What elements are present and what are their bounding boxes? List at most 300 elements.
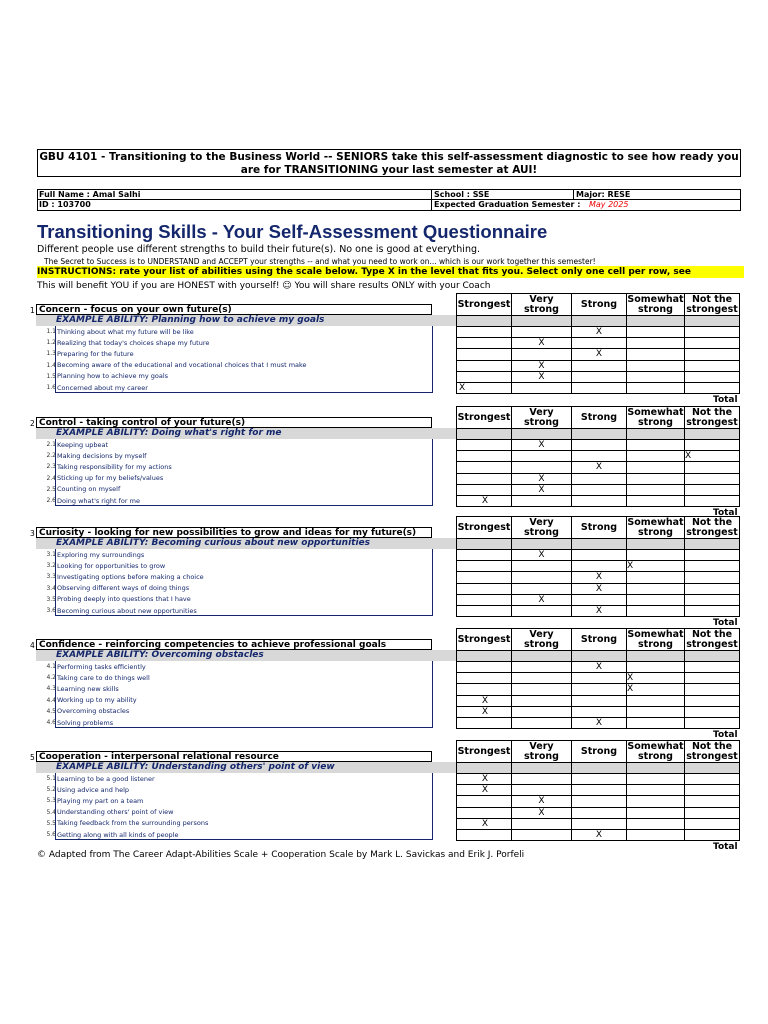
rating-cell[interactable] (512, 774, 572, 785)
rating-cell[interactable]: X (572, 829, 627, 840)
rating-cell[interactable] (685, 572, 740, 583)
rating-cell[interactable]: X (457, 774, 512, 785)
item-label: Taking responsibility for my actions (57, 462, 172, 471)
rating-cell[interactable]: X (512, 550, 572, 561)
item-label: Observing different ways of doing things (57, 584, 190, 593)
scale-header: Very strong (512, 294, 572, 316)
item-label: Working up to my ability (57, 696, 137, 705)
full-name: Full Name : Amal Salhi (39, 190, 141, 199)
rating-row (457, 785, 740, 796)
rating-cell[interactable] (685, 673, 740, 684)
rating-cell[interactable] (512, 462, 572, 473)
course-header (37, 149, 741, 177)
rating-cell[interactable]: X (572, 349, 627, 360)
rating-cell[interactable]: X (572, 605, 627, 616)
rating-cell[interactable] (457, 561, 512, 572)
scale-header: Somewhat strong (627, 516, 684, 538)
rating-cell[interactable] (627, 695, 685, 706)
rating-row (457, 440, 740, 451)
section-title: Control - taking control of your future(s) (36, 417, 432, 428)
rating-cell[interactable] (685, 440, 740, 451)
rating-cell[interactable] (627, 785, 685, 796)
rating-cell[interactable]: X (512, 371, 572, 382)
rating-cell[interactable] (457, 829, 512, 840)
info-row-2 (37, 200, 741, 211)
total-label: Total (713, 842, 738, 853)
rating-cell[interactable] (685, 550, 740, 561)
rating-cell[interactable] (627, 462, 685, 473)
section-title: Curiosity - looking for new possibilities to grow and ideas for my future(s) (36, 527, 432, 538)
rating-cell[interactable] (685, 371, 740, 382)
rating-cell[interactable] (512, 495, 572, 506)
total-label: Total (713, 395, 738, 406)
rating-cell[interactable]: X (512, 440, 572, 451)
section-title: Confidence - reinforcing competencies to achieve professional goals (36, 639, 432, 650)
item-label: Making decisions by myself (57, 451, 147, 460)
item-label: Investigating options before making a choice (57, 572, 204, 581)
rating-cell[interactable] (685, 695, 740, 706)
section-title: Cooperation - interpersonal relational resource (36, 751, 432, 762)
rating-cell[interactable] (627, 818, 685, 829)
rating-cell[interactable] (685, 706, 740, 717)
rating-cell[interactable] (572, 774, 627, 785)
rating-cell[interactable] (627, 349, 685, 360)
item-number: 5.1 (46, 775, 56, 782)
rating-cell[interactable]: X (512, 807, 572, 818)
rating-cell[interactable] (457, 796, 512, 807)
rating-cell[interactable] (685, 796, 740, 807)
item-number: 3.6 (46, 607, 56, 614)
example-ability: EXAMPLE ABILITY: Understanding others' point of view (36, 762, 456, 773)
item-number: 4.3 (46, 685, 56, 693)
rating-cell[interactable] (572, 338, 627, 349)
rating-cell[interactable] (627, 371, 685, 382)
rating-row (457, 349, 740, 360)
rating-cell[interactable] (572, 807, 627, 818)
rating-row (457, 338, 740, 349)
scale-header: Not the strongest (686, 740, 738, 762)
rating-cell[interactable]: X (457, 695, 512, 706)
school: School : SSE (434, 190, 490, 199)
scale-header: Very strong (512, 407, 572, 429)
scale-header: Strongest (457, 741, 512, 763)
rating-cell[interactable] (627, 382, 685, 393)
rating-cell[interactable] (572, 360, 627, 371)
honesty-note: This will benefit YOU if you are HONEST with yourself! ☺ You will share results ONLY with your Coach (37, 281, 491, 291)
item-label: Solving problems (57, 718, 114, 727)
rating-cell[interactable] (685, 818, 740, 829)
rating-cell[interactable] (685, 338, 740, 349)
rating-cell[interactable] (512, 349, 572, 360)
rating-cell[interactable] (627, 440, 685, 451)
rating-cell[interactable]: X (512, 484, 572, 495)
graduation-label: Expected Graduation Semester : (434, 200, 581, 209)
rating-cell[interactable] (457, 572, 512, 583)
item-label: Taking feedback from the surrounding persons (57, 819, 209, 828)
example-ability: EXAMPLE ABILITY: Doing what's right for me (36, 428, 456, 439)
rating-cell[interactable] (512, 382, 572, 393)
rating-cell[interactable] (572, 684, 627, 695)
rating-cell[interactable] (685, 360, 740, 371)
rating-row (457, 594, 740, 605)
scale-header: Somewhat strong (627, 740, 684, 762)
rating-cell[interactable] (685, 774, 740, 785)
item-number: 2.3 (46, 463, 56, 471)
item-label: Performing tasks efficiently (57, 662, 146, 671)
rating-row (457, 673, 740, 684)
item-label: Getting along with all kinds of people (57, 830, 179, 839)
item-label: Using advice and help (57, 785, 130, 794)
rating-cell[interactable] (627, 451, 685, 462)
rating-cell[interactable] (685, 807, 740, 818)
rating-cell[interactable] (512, 818, 572, 829)
item-label: Playing my part on a team (57, 796, 144, 805)
rating-row (457, 495, 740, 506)
rating-cell[interactable] (572, 473, 627, 484)
rating-cell[interactable] (457, 684, 512, 695)
rating-grid (456, 516, 740, 617)
rating-cell[interactable] (572, 785, 627, 796)
rating-cell[interactable] (685, 495, 740, 506)
rating-cell[interactable] (512, 605, 572, 616)
rating-cell[interactable] (627, 829, 685, 840)
section-number: 4 (30, 641, 35, 650)
major: Major: RESE (576, 190, 631, 199)
rating-cell[interactable] (457, 807, 512, 818)
rating-cell[interactable] (572, 371, 627, 382)
rating-cell[interactable] (457, 594, 512, 605)
item-number: 3.1 (46, 551, 56, 558)
item-number: 4.5 (46, 707, 56, 715)
rating-row (457, 583, 740, 594)
rating-cell[interactable] (457, 717, 512, 728)
rating-cell[interactable] (572, 495, 627, 506)
item-label: Exploring my surroundings (57, 550, 145, 559)
rating-cell[interactable] (627, 583, 685, 594)
total-label: Total (713, 508, 738, 519)
item-number: 2.4 (46, 474, 56, 482)
item-number: 5.6 (46, 831, 56, 838)
scale-header: Strongest (457, 407, 512, 429)
item-label: Becoming aware of the educational and vocational choices that I must make (57, 361, 307, 370)
rating-cell[interactable] (685, 473, 740, 484)
item-number: 4.4 (46, 696, 56, 704)
rating-cell[interactable] (512, 451, 572, 462)
rating-cell[interactable] (685, 717, 740, 728)
rating-row (457, 717, 740, 728)
page-title: Transitioning Skills - Your Self-Assessment Questionnaire (37, 221, 548, 242)
rating-row (457, 572, 740, 583)
rating-cell[interactable] (572, 440, 627, 451)
item-label: Sticking up for my beliefs/values (57, 474, 164, 483)
scale-header: Strong (572, 741, 627, 763)
rating-cell[interactable]: X (572, 462, 627, 473)
rating-cell[interactable] (572, 550, 627, 561)
rating-cell[interactable] (457, 484, 512, 495)
rating-cell[interactable] (572, 818, 627, 829)
rating-row (457, 371, 740, 382)
rating-row (457, 807, 740, 818)
rating-cell[interactable] (512, 662, 572, 673)
total-label: Total (713, 730, 738, 741)
rating-grid (456, 293, 740, 394)
rating-cell[interactable] (457, 338, 512, 349)
rating-cell[interactable] (457, 349, 512, 360)
item-number: 2.6 (46, 497, 56, 504)
rating-cell[interactable]: X (457, 818, 512, 829)
rating-cell[interactable] (627, 327, 685, 338)
secret-text: The Secret to Success is to UNDERSTAND and ACCEPT your strengths -- and what you need to work on... which is our work together this semester! (44, 257, 596, 266)
rating-cell[interactable]: X (627, 684, 685, 695)
rating-cell[interactable] (512, 561, 572, 572)
rating-row (457, 473, 740, 484)
rating-cell[interactable] (457, 550, 512, 561)
rating-cell[interactable]: X (572, 717, 627, 728)
item-label: Learning to be a good listener (57, 774, 155, 783)
rating-cell[interactable] (512, 327, 572, 338)
rating-cell[interactable]: X (512, 594, 572, 605)
scale-header: Not the strongest (686, 293, 738, 315)
rating-cell[interactable] (685, 484, 740, 495)
course-header-line1: GBU 4101 - Transitioning to the Business World -- SENIORS take this self-assessment diagnostic to see how ready you (39, 151, 739, 163)
item-label: Preparing for the future (57, 349, 134, 358)
scale-header: Somewhat strong (627, 628, 684, 650)
rating-cell[interactable]: X (457, 785, 512, 796)
item-label: Keeping upbeat (57, 440, 109, 449)
item-number: 2.2 (46, 452, 56, 460)
section-number: 3 (30, 529, 35, 538)
item-number: 5.4 (46, 808, 56, 816)
item-number: 5.5 (46, 819, 56, 827)
rating-row (457, 451, 740, 462)
rating-cell[interactable] (572, 382, 627, 393)
rating-cell[interactable] (685, 561, 740, 572)
item-number: 1.4 (46, 361, 56, 369)
rating-cell[interactable] (512, 717, 572, 728)
rating-cell[interactable]: X (512, 338, 572, 349)
item-number: 5.2 (46, 786, 56, 794)
rating-cell[interactable] (627, 706, 685, 717)
example-ability: EXAMPLE ABILITY: Overcoming obstacles (36, 650, 456, 661)
rating-grid (456, 628, 740, 729)
rating-cell[interactable] (627, 594, 685, 605)
scale-header: Not the strongest (686, 628, 738, 650)
rating-cell[interactable]: X (572, 662, 627, 673)
item-number: 1.3 (46, 350, 56, 358)
rating-cell[interactable] (627, 550, 685, 561)
rating-cell[interactable] (685, 349, 740, 360)
rating-grid (456, 406, 740, 507)
scale-header: Strongest (457, 629, 512, 651)
rating-row (457, 382, 740, 393)
item-number: 2.1 (46, 441, 56, 448)
graduation-value: May 2025 (589, 200, 629, 209)
rating-cell[interactable]: X (512, 796, 572, 807)
total-label: Total (713, 618, 738, 629)
rating-cell[interactable] (457, 462, 512, 473)
section-number: 5 (30, 753, 35, 762)
rating-cell[interactable] (627, 717, 685, 728)
item-label: Realizing that today's choices shape my future (57, 338, 210, 347)
rating-cell[interactable] (685, 829, 740, 840)
item-label: Probing deeply into questions that I have (57, 595, 191, 604)
rating-cell[interactable] (627, 807, 685, 818)
rating-cell[interactable]: X (512, 473, 572, 484)
item-number: 3.3 (46, 573, 56, 581)
rating-cell[interactable] (457, 473, 512, 484)
rating-cell[interactable] (572, 706, 627, 717)
scale-header: Strong (572, 407, 627, 429)
rating-cell[interactable] (512, 829, 572, 840)
rating-cell[interactable]: X (572, 583, 627, 594)
rating-cell[interactable] (627, 360, 685, 371)
rating-cell[interactable] (457, 583, 512, 594)
rating-cell[interactable]: X (457, 706, 512, 717)
item-label: Looking for opportunities to grow (57, 561, 166, 570)
item-label: Overcoming obstacles (57, 707, 130, 716)
rating-row (457, 462, 740, 473)
rating-row (457, 327, 740, 338)
scale-header: Strong (572, 629, 627, 651)
rating-cell[interactable] (685, 327, 740, 338)
rating-row (457, 360, 740, 371)
rating-cell[interactable] (572, 561, 627, 572)
item-number: 2.5 (46, 485, 56, 493)
rating-row (457, 662, 740, 673)
item-number: 3.5 (46, 595, 56, 603)
section-title: Concern - focus on your own future(s) (36, 304, 432, 315)
rating-cell[interactable] (627, 495, 685, 506)
rating-cell[interactable] (572, 673, 627, 684)
item-number: 3.2 (46, 562, 56, 570)
rating-cell[interactable]: X (627, 561, 685, 572)
rating-cell[interactable] (457, 360, 512, 371)
item-number: 1.6 (46, 384, 56, 391)
section-number: 1 (30, 306, 35, 315)
rating-cell[interactable]: X (457, 495, 512, 506)
rating-cell[interactable]: X (685, 451, 740, 462)
rating-cell[interactable] (685, 605, 740, 616)
item-number: 4.2 (46, 674, 56, 682)
course-header-line2: are for TRANSITIONING your last semester at AUI! (240, 164, 538, 176)
rating-cell[interactable]: X (627, 673, 685, 684)
rating-cell[interactable] (685, 662, 740, 673)
rating-grid (456, 740, 740, 841)
rating-cell[interactable] (685, 684, 740, 695)
rating-cell[interactable] (685, 785, 740, 796)
scale-header: Strongest (457, 294, 512, 316)
rating-cell[interactable]: X (572, 572, 627, 583)
rating-cell[interactable] (457, 605, 512, 616)
item-label: Becoming curious about new opportunities (57, 606, 197, 615)
rating-cell[interactable] (685, 594, 740, 605)
student-id: ID : 103700 (39, 200, 91, 209)
scale-header: Very strong (512, 741, 572, 763)
item-number: 3.4 (46, 584, 56, 592)
rating-cell[interactable] (572, 594, 627, 605)
rating-row (457, 550, 740, 561)
item-label: Concerned about my career (57, 383, 148, 392)
rating-row (457, 484, 740, 495)
rating-cell[interactable] (512, 785, 572, 796)
scale-header: Very strong (512, 517, 572, 539)
rating-cell[interactable] (512, 583, 572, 594)
rating-cell[interactable] (572, 451, 627, 462)
example-ability: EXAMPLE ABILITY: Becoming curious about new opportunities (36, 538, 456, 549)
section-number: 2 (30, 419, 35, 428)
subtitle: Different people use different strengths to build their future(s). No one is good at everything. (37, 244, 481, 255)
item-number: 4.6 (46, 719, 56, 726)
rating-cell[interactable]: X (457, 382, 512, 393)
rating-cell[interactable] (627, 774, 685, 785)
rating-cell[interactable] (685, 583, 740, 594)
rating-cell[interactable] (457, 451, 512, 462)
rating-row (457, 774, 740, 785)
rating-cell[interactable] (512, 673, 572, 684)
example-ability: EXAMPLE ABILITY: Planning how to achieve my goals (36, 315, 456, 326)
rating-cell[interactable] (627, 473, 685, 484)
rating-cell[interactable] (627, 572, 685, 583)
rating-cell[interactable] (457, 371, 512, 382)
rating-row (457, 829, 740, 840)
rating-cell[interactable] (572, 484, 627, 495)
rating-cell[interactable] (512, 706, 572, 717)
rating-cell[interactable] (572, 695, 627, 706)
rating-cell[interactable] (457, 440, 512, 451)
scale-header: Very strong (512, 629, 572, 651)
item-number: 1.2 (46, 339, 56, 347)
rating-row (457, 695, 740, 706)
info-row-1 (37, 189, 741, 200)
rating-cell[interactable] (685, 462, 740, 473)
rating-cell[interactable] (572, 796, 627, 807)
item-label: Doing what's right for me (57, 496, 140, 505)
rating-cell[interactable]: X (512, 360, 572, 371)
rating-cell[interactable] (512, 684, 572, 695)
item-number: 1.1 (46, 328, 56, 335)
rating-cell[interactable]: X (572, 327, 627, 338)
rating-cell[interactable] (627, 484, 685, 495)
item-label: Understanding others' point of view (57, 808, 174, 817)
rating-cell[interactable] (457, 327, 512, 338)
scale-header: Strongest (457, 517, 512, 539)
rating-cell[interactable] (457, 673, 512, 684)
rating-cell[interactable] (627, 605, 685, 616)
rating-row (457, 684, 740, 695)
item-label: Taking care to do things well (57, 673, 150, 682)
instructions: INSTRUCTIONS: rate your list of abilities using the scale below. Type X in the level that fits you. Select only one cell per row, see (37, 266, 744, 278)
scale-header: Not the strongest (686, 516, 738, 538)
item-label: Planning how to achieve my goals (57, 372, 169, 381)
rating-row (457, 706, 740, 717)
rating-cell[interactable] (627, 662, 685, 673)
rating-cell[interactable] (512, 572, 572, 583)
item-number: 1.5 (46, 372, 56, 380)
rating-cell[interactable] (627, 796, 685, 807)
item-number: 4.1 (46, 663, 56, 670)
item-label: Counting on myself (57, 485, 121, 494)
rating-cell[interactable] (685, 382, 740, 393)
item-label: Thinking about what my future will be like (57, 327, 194, 336)
rating-cell[interactable] (627, 338, 685, 349)
footer-credit: © Adapted from The Career Adapt-Abilities Scale + Cooperation Scale by Mark L. Savickas and Erik J. Porfeli (37, 850, 525, 860)
rating-cell[interactable] (512, 695, 572, 706)
rating-row (457, 796, 740, 807)
item-number: 5.3 (46, 797, 56, 805)
scale-header: Not the strongest (686, 406, 738, 428)
rating-cell[interactable] (457, 662, 512, 673)
rating-row (457, 818, 740, 829)
